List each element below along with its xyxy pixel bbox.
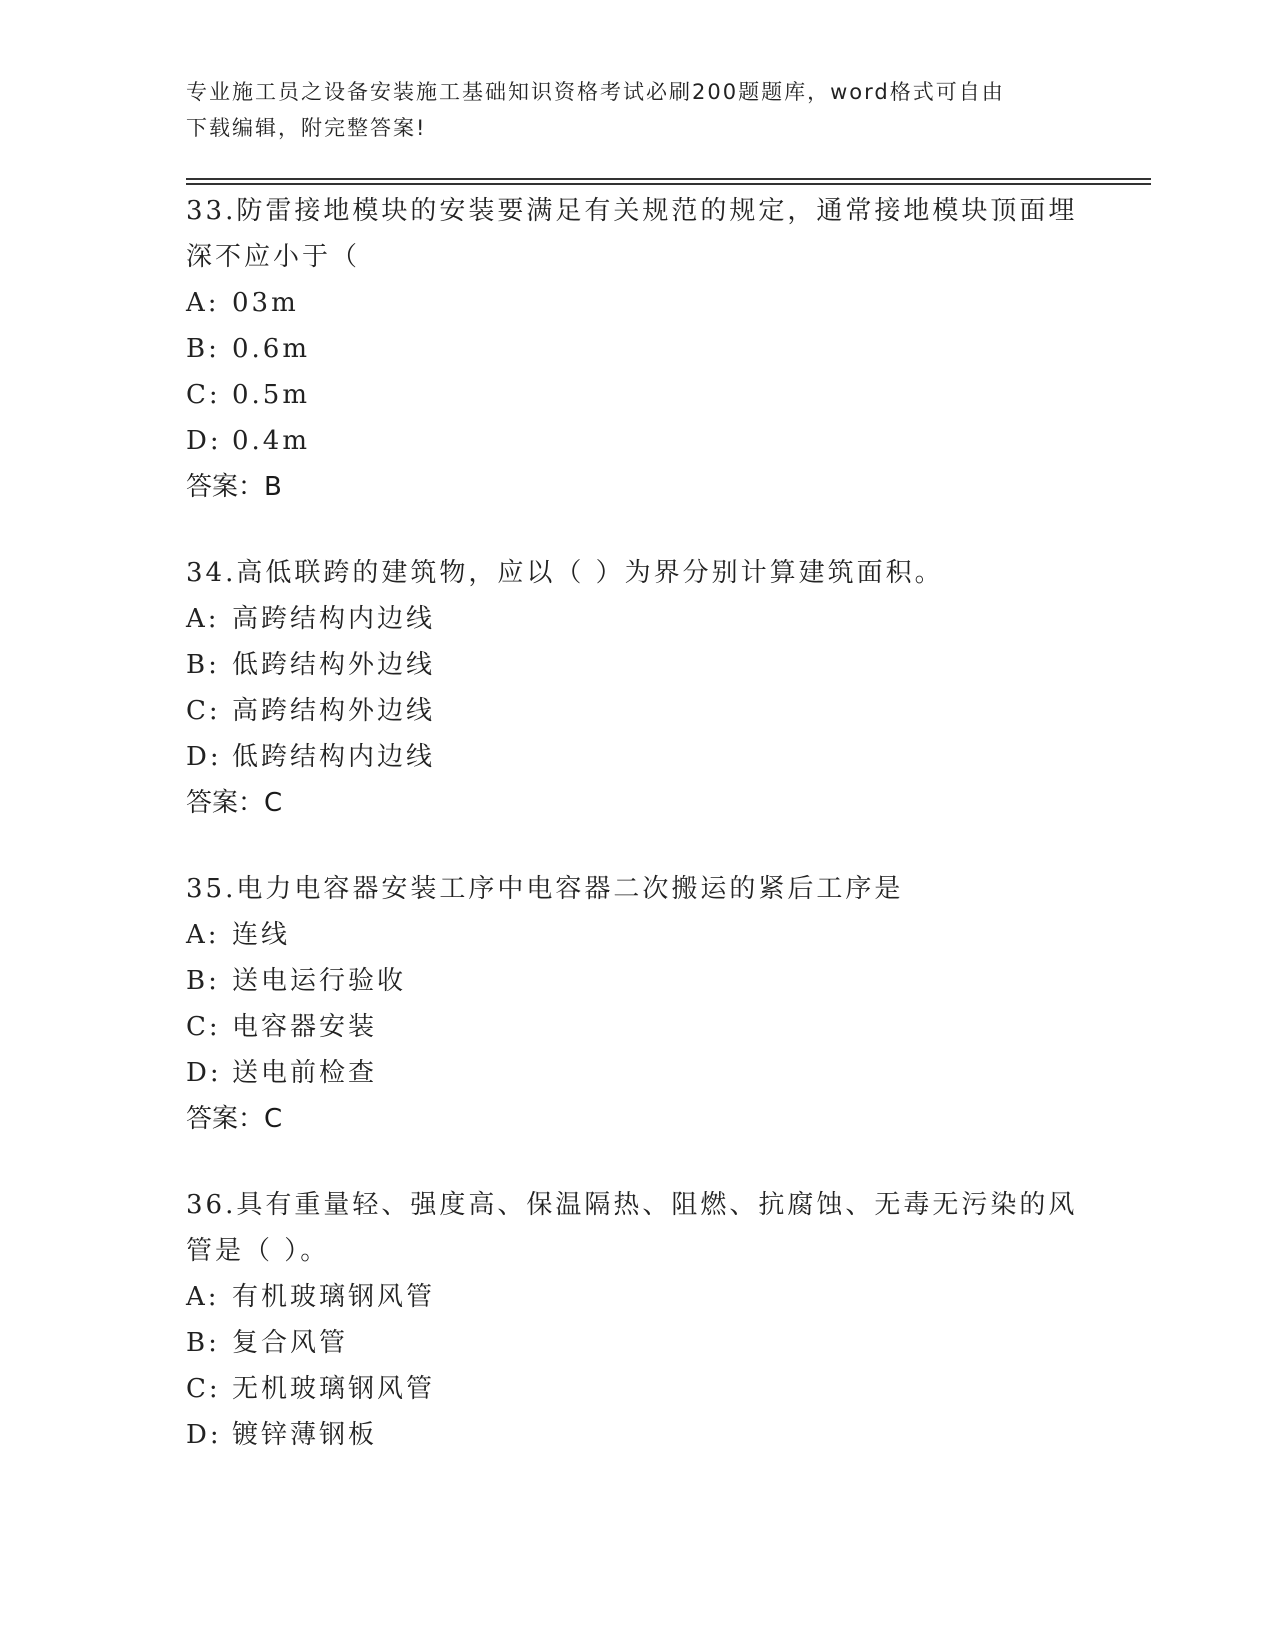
question-stem bbox=[186, 188, 1086, 280]
option-label: B: bbox=[186, 334, 220, 364]
option-d bbox=[186, 1412, 1086, 1458]
option-text: 有机玻璃钢风管 bbox=[232, 1282, 436, 1312]
option-c bbox=[186, 1004, 1086, 1050]
answer-text: 答案：B bbox=[186, 472, 282, 502]
question-stem-line-1: 33.防雷接地模块的安装要满足有关规范的规定，通常接地模块顶面埋 bbox=[186, 196, 1078, 226]
question-stem-line-2: 管是（ ）。 bbox=[186, 1236, 330, 1266]
question-34 bbox=[186, 550, 1086, 826]
option-b bbox=[186, 1320, 1086, 1366]
question-stem-line-2: 深不应小于（ bbox=[186, 242, 361, 272]
option-a bbox=[186, 912, 1086, 958]
option-d bbox=[186, 1050, 1086, 1096]
option-c bbox=[186, 1366, 1086, 1412]
option-text: 高跨结构外边线 bbox=[232, 696, 436, 726]
option-text: 送电前检查 bbox=[232, 1058, 378, 1088]
question-list bbox=[186, 188, 1086, 1498]
answer-text: 答案：C bbox=[186, 1104, 283, 1134]
option-text: 镀锌薄钢板 bbox=[232, 1420, 378, 1450]
option-c bbox=[186, 372, 1086, 418]
option-a bbox=[186, 596, 1086, 642]
option-label: D: bbox=[186, 742, 222, 772]
option-label: A: bbox=[186, 288, 220, 318]
option-label: B: bbox=[186, 1328, 220, 1358]
option-text: 无机玻璃钢风管 bbox=[232, 1374, 436, 1404]
option-text: 0.4m bbox=[232, 426, 311, 456]
option-label: A: bbox=[186, 1282, 220, 1312]
option-label: D: bbox=[186, 1058, 222, 1088]
header-line-1: 专业施工员之设备安装施工基础知识资格考试必刷200题题库，word格式可自由 bbox=[186, 80, 1005, 104]
header-line-2: 下载编辑，附完整答案! bbox=[186, 116, 427, 140]
option-label: B: bbox=[186, 650, 220, 680]
option-a bbox=[186, 280, 1086, 326]
option-b bbox=[186, 958, 1086, 1004]
header-divider-top bbox=[186, 178, 1151, 180]
option-label: A: bbox=[186, 604, 220, 634]
question-36 bbox=[186, 1182, 1086, 1458]
question-stem-line-1: 34.高低联跨的建筑物，应以（ ）为界分别计算建筑面积。 bbox=[186, 558, 944, 588]
option-text: 高跨结构内边线 bbox=[232, 604, 436, 634]
option-d bbox=[186, 734, 1086, 780]
option-label: C: bbox=[186, 380, 221, 410]
option-label: D: bbox=[186, 426, 222, 456]
option-text: 03m bbox=[232, 288, 299, 318]
answer-text: 答案：C bbox=[186, 788, 283, 818]
header-divider-bottom bbox=[186, 183, 1151, 185]
option-d bbox=[186, 418, 1086, 464]
option-label: C: bbox=[186, 696, 221, 726]
option-text: 0.6m bbox=[232, 334, 311, 364]
option-b bbox=[186, 326, 1086, 372]
question-33 bbox=[186, 188, 1086, 510]
option-text: 低跨结构外边线 bbox=[232, 650, 436, 680]
option-text: 低跨结构内边线 bbox=[232, 742, 436, 772]
option-text: 连线 bbox=[232, 920, 291, 950]
option-label: C: bbox=[186, 1374, 221, 1404]
option-b bbox=[186, 642, 1086, 688]
option-label: B: bbox=[186, 966, 220, 996]
question-stem bbox=[186, 550, 1086, 596]
option-text: 复合风管 bbox=[232, 1328, 349, 1358]
question-stem bbox=[186, 866, 1086, 912]
question-stem-line-1: 36.具有重量轻、强度高、保温隔热、阻燃、抗腐蚀、无毒无污染的风 bbox=[186, 1190, 1078, 1220]
option-a bbox=[186, 1274, 1086, 1320]
question-stem-line-1: 35.电力电容器安装工序中电容器二次搬运的紧后工序是 bbox=[186, 874, 904, 904]
option-text: 送电运行验收 bbox=[232, 966, 407, 996]
option-label: D: bbox=[186, 1420, 222, 1450]
option-label: A: bbox=[186, 920, 220, 950]
question-35 bbox=[186, 866, 1086, 1142]
document-header bbox=[186, 74, 1066, 146]
option-label: C: bbox=[186, 1012, 221, 1042]
option-text: 电容器安装 bbox=[232, 1012, 378, 1042]
question-stem bbox=[186, 1182, 1086, 1274]
option-text: 0.5m bbox=[232, 380, 311, 410]
option-c bbox=[186, 688, 1086, 734]
